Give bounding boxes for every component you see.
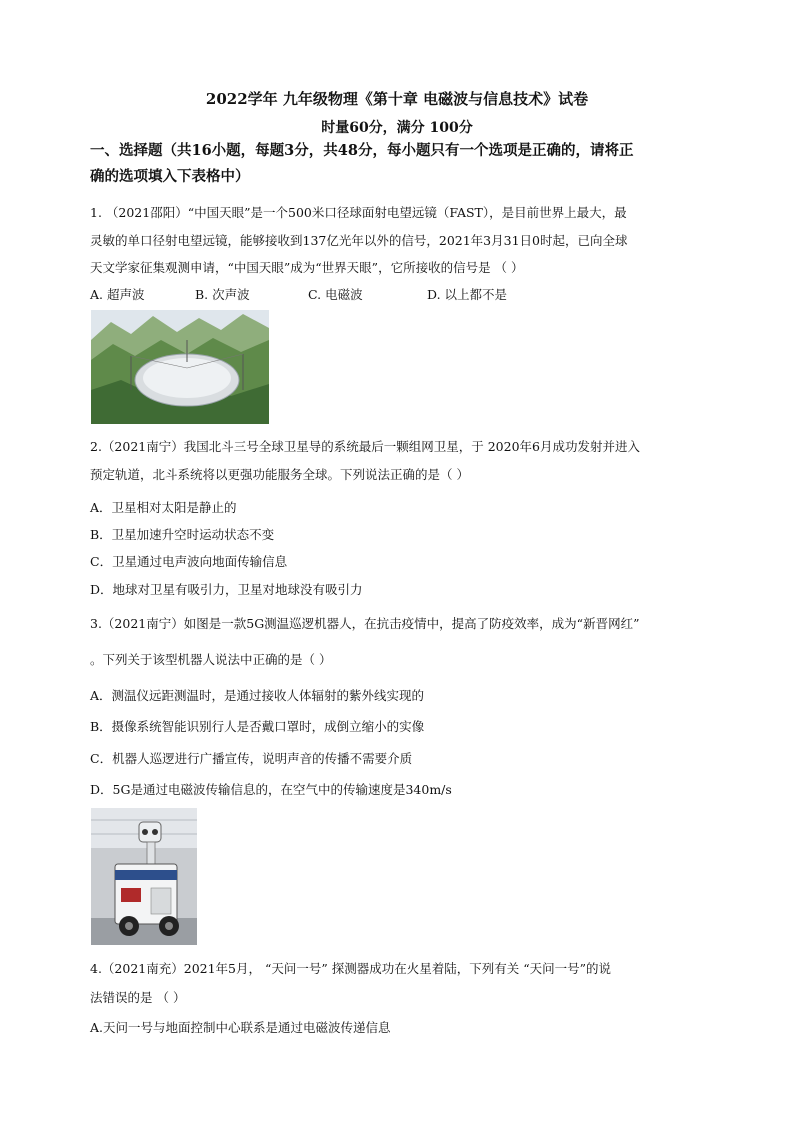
q2-line1: 2.（2021南宁）我国北斗三号全球卫星导的系统最后一颗组网卫星，于 2020年6月成功发射并进入 [90,439,640,454]
section-heading-line1: 一、选择题（共16小题，每题3分，共48分，每小题只有一个选项是正确的，请将正 [90,142,634,159]
page-title: 2022学年 九年级物理《第十章 电磁波与信息技术》试卷 [205,90,589,108]
q3-option-c: C．机器人巡逻进行广播宣传，说明声音的传播不需要介质 [90,751,413,766]
q1-line2: 灵敏的单口径射电望远镜，能够接收到137亿光年以外的信号，2021年3月31日0时起，已向全球 [90,233,628,248]
q1-line3: 天文学家征集观测申请，“中国天眼”成为“世界天眼”，它所接收的信号是 （ ） [90,260,524,275]
q2-option-c: C．卫星通过电声波向地面传输信息 [90,554,288,569]
q3-option-b: B．摄像系统智能识别行人是否戴口罩时，成倒立缩小的实像 [90,719,425,734]
q2-option-b: B．卫星加速升空时运动状态不变 [90,527,275,542]
q1-line1: 1. （2021邵阳）“中国天眼”是一个500米口径球面射电望远镜（FAST），是目前世界上最大，最 [90,205,627,220]
q4-option-a: A.天问一号与地面控制中心联系是通过电磁波传递信息 [90,1020,391,1035]
q3-option-a: A．测温仪远距测温时，是通过接收人体辐射的紫外线实现的 [90,688,425,703]
q3-option-d: D．5G是通过电磁波传输信息的，在空气中的传输速度是340m/s [90,782,452,797]
section-heading [90,138,710,190]
q3-line2: 。下列关于该型机器人说法中正确的是（ ） [90,652,332,667]
q1-option-a: A. 超声波 [90,287,145,302]
q1-option-d: D. 以上都不是 [427,287,508,302]
q3-line1: 3.（2021南宁）如图是一款5G测温巡逻机器人，在抗击疫情中，提高了防疫效率，成为“新晋网红” [90,616,640,631]
q2-option-d: D．地球对卫星有吸引力，卫星对地球没有吸引力 [90,582,363,597]
q4-line1: 4.（2021南充）2021年5月， “天问一号” 探测器成功在火星着陆，下列有关 “天问一号”的说 [90,961,611,976]
robot-image [91,808,197,945]
q4-line2: 法错误的是 （ ） [90,990,186,1005]
section-heading-line2: 确的选项填入下表格中） [90,168,250,185]
fast-telescope-image [91,310,269,424]
page-subtitle: 时量60分，满分 100分 [321,120,473,136]
q2-option-a: A．卫星相对太阳是静止的 [90,500,237,515]
q1-option-c: C. 电磁波 [308,287,363,302]
q1-option-b: B. 次声波 [195,287,250,302]
q2-line2: 预定轨道，北斗系统将以更强功能服务全球。下列说法正确的是（ ） [90,467,469,482]
